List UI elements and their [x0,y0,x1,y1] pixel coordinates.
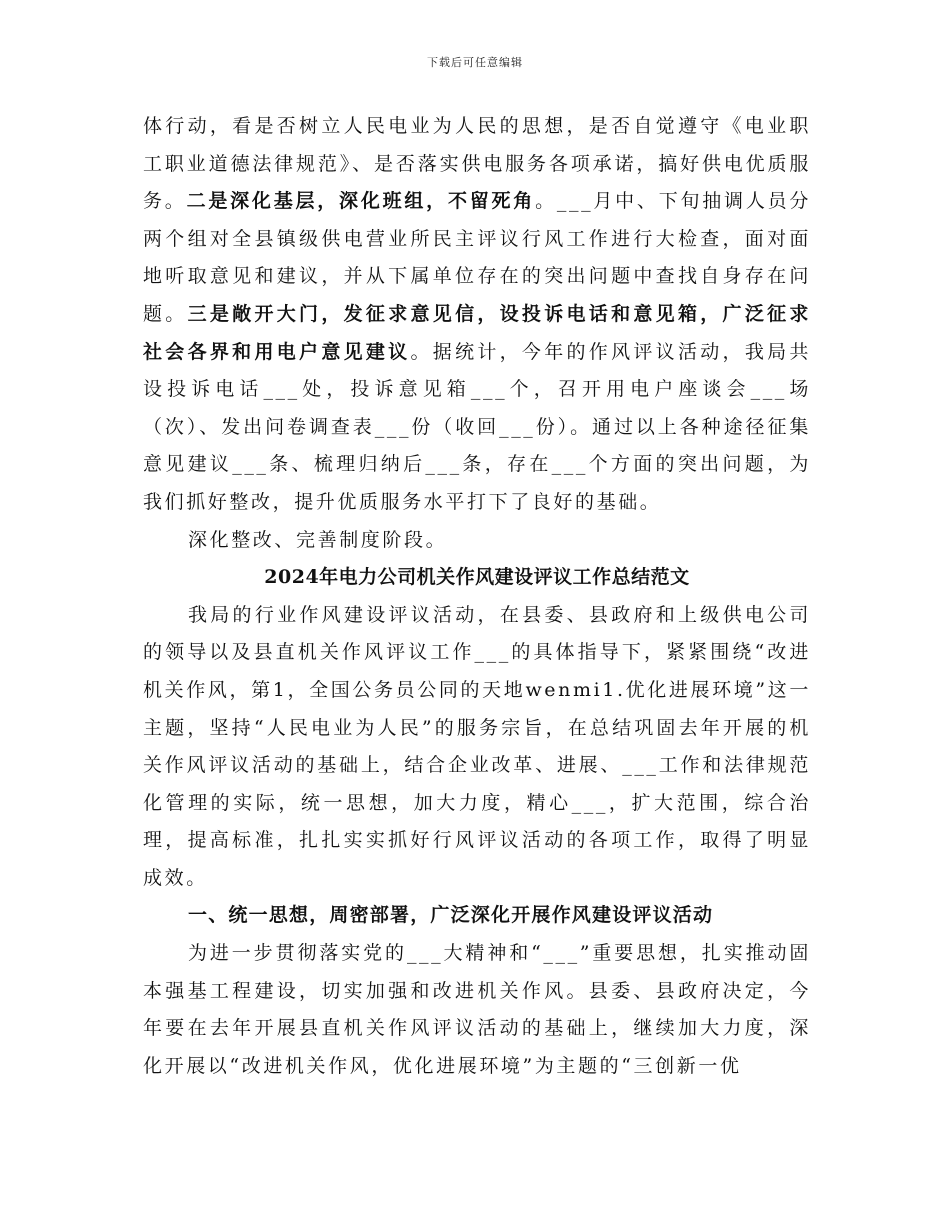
paragraph-feedback-collection [143,108,811,522]
document-body [143,108,811,1085]
bold-point-three: 三是敞开大门，发征求意见信，设投诉电话和意见箱，广泛征求社会各界和用电户意见建议 [143,302,812,363]
bold-point-two: 二是深化基层，深化班组，不留死角 [186,190,536,213]
paragraph-deployment: 为进一步贯彻落实党的___大精神和“___”重要思想，扎实推动固本强基工程建设，切实加强和改进机关作风。县委、县政府决定，今年要在去年开展县直机关作风评议活动的基础上，继续加大力度，深化开展以“改进机关作风，优化进展环境”为主题的“三创新一优 [143,942,811,1077]
paragraph-text: 体行动，看是否树立人民电业为人民的思想，是否自觉遵守《电业职工职业道德法律规范》、是否落实供电服务各项承诺，搞好供电优质服务。 [143,115,811,213]
header-note: 下载后可任意编辑 [427,56,523,69]
paragraph-text: 。___月中、下旬抽调人员分两个组对全县镇级供电营业所民主评议行风工作进行大检查，面对面地听取意见和建议，并从下属单位存在的突出问题中查找自身存在问题。 [143,190,811,325]
section-heading-one: 一、统一思想，周密部署，广泛深化开展作风建设评议活动 [188,904,714,927]
paragraph-rectification-stage: 深化整改、完善制度阶段。 [188,528,448,551]
paragraph-introduction: 我局的行业作风建设评议活动，在县委、县政府和上级供电公司的领导以及县直机关作风评议工作___的具体指导下，紧紧围绕“改进机关作风，第1，全国公务员公同的天地wenmi1.优化进展环境”这一主题，坚持“人民电业为人民”的服务宗旨，在总结巩固去年开展的机关作风评议活动的基础上，结合企业改革、进展、___工作和法律规范化管理的实际，统一思想，加大力度，精心___，扩大范围，综合治理，提高标准，扎扎实实抓好行风评议活动的各项工作，取得了明显成效。 [143,603,811,889]
paragraph-text: 。据统计，今年的作风评议活动，我局共设投诉电话___处，投诉意见箱___个，召开用电户座谈会___场（次）、发出问卷调查表___份（收回___份）。通过以上各种途径征集意见建议___条、梳理归纳后___条，存在___个方面的突出问题，为我们抓好整改，提升优质服务水平打下了良好的基础。 [143,340,812,513]
document-title: 2024年电力公司机关作风建设评议工作总结范文 [264,566,690,589]
